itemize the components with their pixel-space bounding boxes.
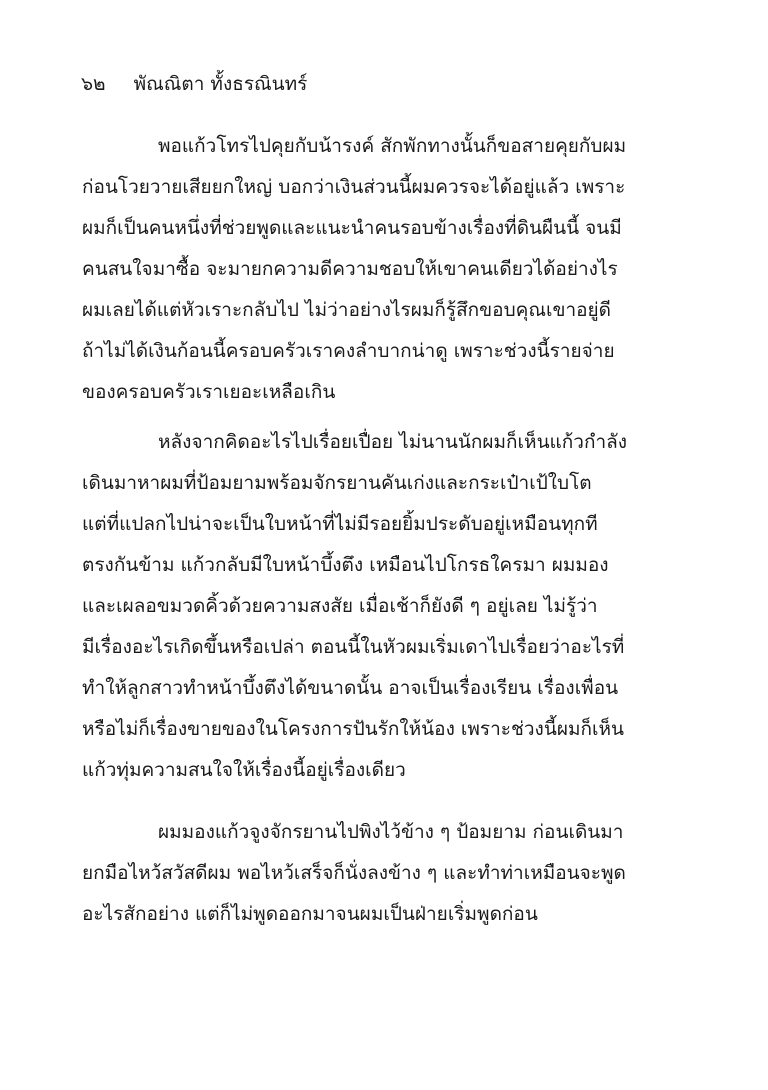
text-line: ก่อนโวยวายเสียยกใหญ่ บอกว่าเงินส่วนนี้ผมควรจะได้อยู่แล้ว เพราะ xyxy=(82,176,626,198)
text-line: แต่ที่แปลกไปน่าจะเป็นใบหน้าที่ไม่มีรอยยิ้มประดับอยู่เหมือนทุกที xyxy=(82,513,598,535)
page-number: ๖๒ xyxy=(81,73,106,95)
page-header xyxy=(81,70,307,98)
text-line: หรือไม่ก็เรื่องขายของในโครงการปันรักให้น้อง เพราะช่วงนี้ผมก็เห็น xyxy=(82,718,624,740)
text-line: พอแก้วโทรไปคุยกับน้ารงค์ สักพักทางนั้นก็ขอสายคุยกับผม xyxy=(158,135,627,157)
paragraph-3 xyxy=(82,812,688,935)
paragraph-1 xyxy=(82,126,688,413)
author-name: พัณณิตา ทั้งธรณินทร์ xyxy=(133,73,308,95)
text-line: ถ้าไม่ได้เงินก้อนนี้ครอบครัวเราคงลำบากน่าดู เพราะช่วงนี้รายจ่าย xyxy=(82,340,615,362)
paragraph-2 xyxy=(82,422,688,791)
text-line: แก้วทุ่มความสนใจให้เรื่องนี้อยู่เรื่องเดียว xyxy=(82,759,406,781)
text-line: เดินมาหาผมที่ป้อมยามพร้อมจักรยานคันเก่งและกระเป๋าเป้ใบโต xyxy=(82,472,592,494)
text-line: และเผลอขมวดคิ้วด้วยความสงสัย เมื่อเช้าก็ยังดี ๆ อยู่เลย ไม่รู้ว่า xyxy=(82,595,598,617)
text-line: ผมก็เป็นคนหนึ่งที่ช่วยพูดและแนะนำคนรอบข้างเรื่องที่ดินผืนนี้ จนมี xyxy=(82,217,622,239)
text-line: ยกมือไหว้สวัสดีผม พอไหว้เสร็จก็นั่งลงข้าง ๆ และทำท่าเหมือนจะพูด xyxy=(82,862,626,884)
text-line: คนสนใจมาซื้อ จะมายกความดีความชอบให้เขาคนเดียวได้อย่างไร xyxy=(82,258,618,280)
text-line: ผมเลยได้แต่หัวเราะกลับไป ไม่ว่าอย่างไรผมก็รู้สึกขอบคุณเขาอยู่ดี xyxy=(82,299,612,321)
text-line: อะไรสักอย่าง แต่ก็ไม่พูดออกมาจนผมเป็นฝ่ายเริ่มพูดก่อน xyxy=(82,903,538,925)
text-line: หลังจากคิดอะไรไปเรื่อยเปื่อย ไม่นานนักผมก็เห็นแก้วกำลัง xyxy=(158,431,628,453)
text-line: ของครอบครัวเราเยอะเหลือเกิน xyxy=(82,381,336,403)
text-line: มีเรื่องอะไรเกิดขึ้นหรือเปล่า ตอนนี้ในหัวผมเริ่มเดาไปเรื่อยว่าอะไรที่ xyxy=(82,636,625,658)
text-line: ตรงกันข้าม แก้วกลับมีใบหน้าบึ้งตึง เหมือนไปโกรธใครมา ผมมอง xyxy=(82,554,609,576)
text-line: ผมมองแก้วจูงจักรยานไปพิงไว้ข้าง ๆ ป้อมยาม ก่อนเดินมา xyxy=(158,821,624,843)
text-line: ทำให้ลูกสาวทำหน้าบึ้งตึงได้ขนาดนั้น อาจเป็นเรื่องเรียน เรื่องเพื่อน xyxy=(82,677,619,699)
